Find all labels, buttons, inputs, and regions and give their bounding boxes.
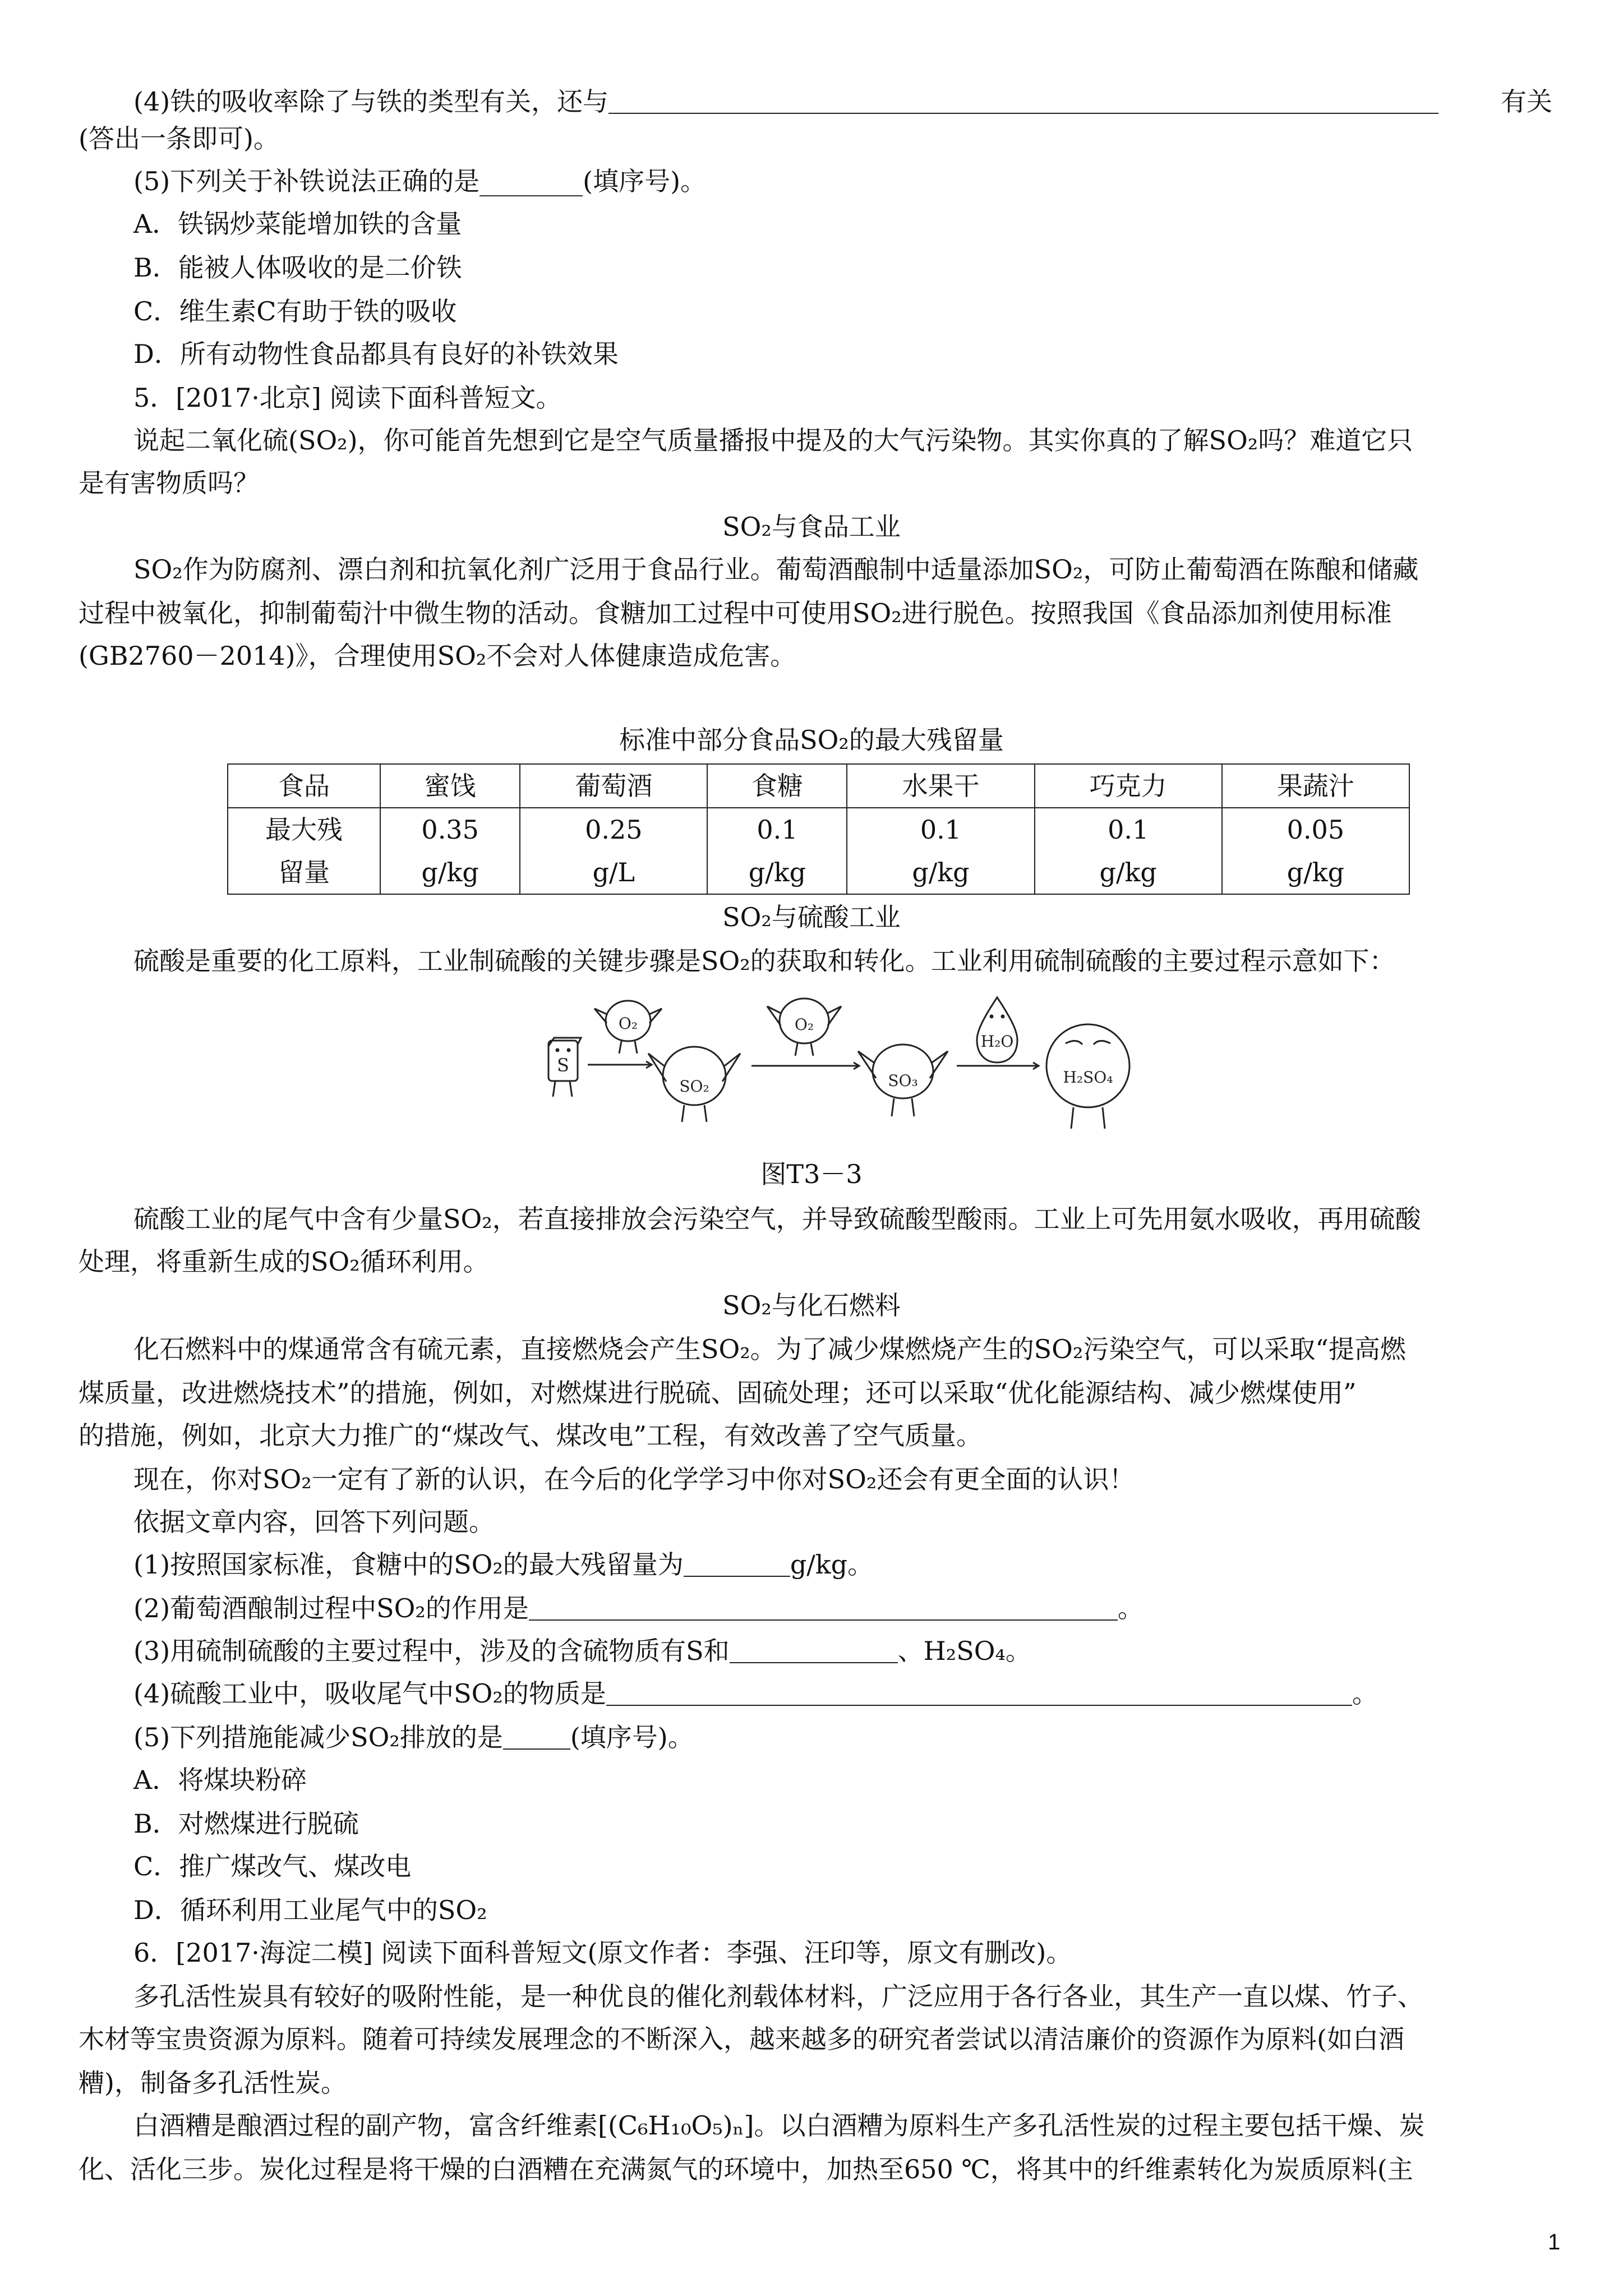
q5-heading: 5．[2017·北京] 阅读下面科普短文。 [133, 383, 562, 413]
table-value: 0.1 [757, 815, 798, 845]
q6-p2-line-1: 白酒糟是酿酒过程的副产物，富含纤维素[(C₆H₁₀O₅)ₙ]。以白酒糟为原料生产多孔活性炭的过程主要包括干燥、炭 [133, 2110, 1425, 2141]
so3-character [858, 1045, 948, 1116]
section-food-line-2: 过程中被氧化，抑制葡萄汁中微生物的活动。食糖加工过程中可使用SO₂进行脱色。按照我国《食品添加剂使用标准 [79, 598, 1392, 628]
q4-option-b: B．能被人体吸收的是二价铁 [133, 252, 462, 283]
table-food: 葡萄酒 [520, 764, 707, 808]
section-acid-line-1: 硫酸工业的尾气中含有少量SO₂，若直接排放会污染空气，并导致硫酸型酸雨。工业上可先用氨水吸收，再用硫酸 [133, 1204, 1421, 1234]
answer-blank[interactable] [730, 1636, 898, 1663]
q5-question-1: (1)按照国家标准，食糖中的SO₂的最大残留量为 g/kg。 [133, 1549, 874, 1580]
table-food: 水果干 [847, 764, 1034, 808]
section-fuel-line-2: 煤质量，改进燃烧技术”的措施，例如，对燃煤进行脱硫、固硫处理；还可以采取“优化能源结构、减少燃煤使用” [79, 1378, 1357, 1408]
table-unit: g/kg [421, 857, 479, 887]
table-row-label-2: 留量 [278, 857, 330, 887]
table-unit: g/kg [748, 857, 806, 887]
section-food-line-3: (GB2760－2014)》，合理使用SO₂不会对人体健康造成危害。 [79, 641, 796, 671]
table-unit: g/kg [1099, 857, 1157, 887]
table-row-label [228, 808, 380, 894]
table-title: 标准中部分食品SO₂的最大残留量 [619, 725, 1004, 755]
q5-question-5: (5)下列措施能减少SO₂排放的是 (填序号)。 [133, 1722, 694, 1752]
table-value: 0.25 [585, 815, 643, 845]
q4-part4-end: 有关 [1501, 86, 1552, 117]
q4-part4-line [133, 83, 1438, 120]
sulfuric-acid-process-diagram [544, 982, 1161, 1144]
q5-question-2: (2)葡萄酒酿制过程中SO₂的作用是 。 [133, 1593, 1144, 1623]
page-number: 1 [1548, 2230, 1561, 2254]
water-character [977, 997, 1017, 1062]
table-value: 0.1 [1108, 815, 1149, 845]
table-cell [520, 808, 707, 894]
ask-line: 依据文章内容，回答下列问题。 [133, 1507, 495, 1537]
q6-p2-line-2: 化、活化三步。炭化过程是将干燥的白酒糟在充满氮气的环境中，加热至650 ℃，将其中的纤维素转化为炭质原料(主 [79, 2154, 1413, 2184]
q4-option-c: C．维生素C有助于铁的吸收 [133, 296, 457, 326]
table-unit: g/kg [1287, 857, 1345, 887]
h2so4-label: H₂SO₄ [1063, 1068, 1113, 1087]
o2-label-2: O₂ [794, 1015, 814, 1034]
so3-label: SO₃ [888, 1071, 918, 1090]
table-value: 0.05 [1287, 815, 1345, 845]
answer-blank[interactable] [503, 1723, 570, 1750]
table-cell [1222, 808, 1409, 894]
table-cell [707, 808, 847, 894]
table-value: 0.35 [421, 815, 479, 845]
table-header-row [228, 764, 1409, 808]
table-food: 巧克力 [1035, 764, 1222, 808]
section-fuel-line-1: 化石燃料中的煤通常含有硫元素，直接燃烧会产生SO₂。为了减少煤燃烧产生的SO₂污染空气，可以采取“提高燃 [133, 1334, 1406, 1364]
table-cell [1035, 808, 1222, 894]
closing-line: 现在，你对SO₂一定有了新的认识，在今后的化学学习中你对SO₂还会有更全面的认识！ [133, 1464, 1135, 1494]
table-value-row [228, 808, 1409, 894]
section-fuel-line-3: 的措施，例如，北京大力推广的“煤改气、煤改电”工程，有效改善了空气质量。 [79, 1420, 983, 1451]
section-food-title: SO₂与食品工业 [722, 512, 901, 542]
so2-character [648, 1047, 740, 1122]
table-food: 蜜饯 [380, 764, 520, 808]
q5-question-4: (4)硫酸工业中，吸收尾气中SO₂的物质是 。 [133, 1678, 1378, 1709]
q6-p1-line-1: 多孔活性炭具有较好的吸附性能，是一种优良的催化剂载体材料，广泛应用于各行各业，其生产一直以煤、竹子、 [133, 1981, 1423, 2012]
oxygen-character-1 [594, 1001, 662, 1053]
s-label: S [557, 1055, 569, 1076]
q4-part4-cont: (答出一条即可)。 [79, 123, 279, 154]
sulfur-character [548, 1038, 581, 1097]
section-food-line-1: SO₂作为防腐剂、漂白剂和抗氧化剂广泛用于食品行业。葡萄酒酿制中适量添加SO₂，可防止葡萄酒在陈酿和储藏 [133, 554, 1419, 585]
figure-caption: 图T3－3 [760, 1159, 863, 1189]
q4-option-d: D．所有动物性食品都具有良好的补铁效果 [133, 339, 619, 369]
q5-option-c: C．推广煤改气、煤改电 [133, 1851, 412, 1881]
q5-option-b: B．对燃煤进行脱硫 [133, 1809, 359, 1839]
q5-option-d: D．循环利用工业尾气中的SO₂ [133, 1895, 487, 1925]
table-food: 食糖 [707, 764, 847, 808]
q6-heading: 6．[2017·海淀二模] 阅读下面科普短文(原文作者：李强、汪印等，原文有删改)。 [133, 1938, 1072, 1968]
section-acid-title: SO₂与硫酸工业 [722, 902, 901, 932]
q5-intro-1: 说起二氧化硫(SO₂)，你可能首先想到它是空气质量播报中提及的大气污染物。其实你真的了解SO₂吗？难道它只 [133, 425, 1413, 455]
section-acid-line-2: 处理，将重新生成的SO₂循环利用。 [79, 1246, 489, 1277]
residue-table [227, 763, 1410, 895]
table-value: 0.1 [920, 815, 962, 845]
answer-blank[interactable] [684, 1550, 790, 1577]
answer-blank[interactable] [606, 1679, 1352, 1706]
answer-blank[interactable] [608, 87, 1438, 114]
o2-label-1: O₂ [618, 1014, 638, 1033]
q6-p1-line-3: 糟)，制备多孔活性炭。 [79, 2068, 347, 2098]
q5-question-3: (3)用硫制硫酸的主要过程中，涉及的含硫物质有S和 、H₂SO₄。 [133, 1636, 1031, 1666]
q4-part5: (5)下列关于补铁说法正确的是________(填序号)。 [133, 166, 707, 196]
table-header-label: 食品 [228, 764, 380, 808]
table-row-label-1: 最大残 [265, 815, 343, 845]
q4-option-a: A．铁锅炒菜能增加铁的含量 [133, 209, 462, 239]
table-unit: g/kg [912, 857, 970, 887]
oxygen-character-2 [767, 999, 841, 1056]
h2so4-character [1046, 1024, 1129, 1129]
q5-intro-2: 是有害物质吗？ [79, 468, 259, 498]
section-acid-intro: 硫酸是重要的化工原料，工业制硫酸的关键步骤是SO₂的获取和转化。工业利用硫制硫酸的主要过程示意如下： [133, 946, 1395, 976]
q6-p1-line-2: 木材等宝贵资源为原料。随着可持续发展理念的不断深入，越来越多的研究者尝试以清洁廉价的资源作为原料(如白酒 [79, 2024, 1404, 2054]
q4-part4-text: (4)铁的吸收率除了与铁的类型有关，还与 [133, 86, 609, 117]
section-fuel-title: SO₂与化石燃料 [722, 1290, 901, 1320]
table-unit: g/L [592, 857, 635, 887]
table-food: 果蔬汁 [1222, 764, 1409, 808]
h2o-label: H₂O [980, 1032, 1014, 1051]
table-cell [847, 808, 1034, 894]
table-cell [380, 808, 520, 894]
answer-blank[interactable] [529, 1594, 1118, 1621]
q5-option-a: A．将煤块粉碎 [133, 1765, 307, 1795]
so2-label: SO₂ [679, 1077, 709, 1096]
